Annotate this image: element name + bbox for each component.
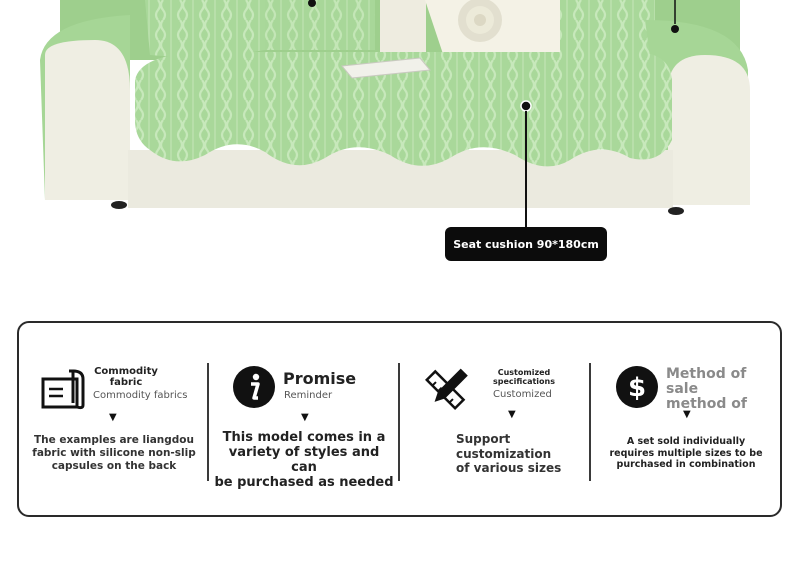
feature-subtitle: Reminder	[284, 390, 333, 401]
feature-title-line1: Commodity	[94, 366, 158, 377]
arrow-down-icon: ▼	[683, 409, 691, 420]
feature-title: Promise	[283, 369, 357, 388]
info-panel	[17, 321, 782, 517]
feature-desc-line2: customization	[456, 446, 552, 461]
feature-customized	[400, 323, 589, 515]
arrow-down-icon: ▼	[301, 412, 309, 423]
feature-desc-line2: requires multiple sizes to be	[609, 447, 763, 459]
feature-subtitle: Customized	[493, 389, 552, 400]
dollar-icon	[615, 365, 659, 409]
feature-method-of-sale	[591, 323, 782, 515]
feature-desc-line1: The examples are liangdou	[34, 434, 194, 446]
feature-desc-line2: variety of styles and can	[228, 445, 380, 475]
feature-desc-line3: be purchased as needed	[214, 475, 394, 490]
feature-title-line2: method of	[666, 396, 747, 412]
arrow-down-icon: ▼	[508, 409, 516, 420]
feature-desc-line2: fabric with silicone non-slip	[32, 447, 196, 459]
feature-desc-line3: of various sizes	[456, 461, 562, 475]
feature-title-line2: fabric	[109, 377, 143, 388]
arrow-down-icon: ▼	[109, 412, 117, 423]
feature-title-line2: specifications	[493, 377, 555, 386]
feature-subtitle: Commodity fabrics	[93, 390, 188, 401]
info-icon	[232, 365, 276, 409]
svg-text:$: $	[627, 373, 647, 403]
feature-promise	[209, 323, 398, 515]
pencil-ruler-icon	[424, 363, 472, 411]
feature-desc-line3: capsules on the back	[51, 460, 177, 472]
seat-cushion-label: Seat cushion 90*180cm	[445, 227, 607, 261]
feature-desc-line3: purchased in combination	[616, 459, 756, 470]
feature-desc-line1: A set sold individually	[626, 436, 746, 447]
feature-desc-line1: This model comes in a	[222, 430, 386, 445]
feature-desc-line1: Support	[456, 432, 511, 446]
feature-title-line1: Customized	[497, 368, 551, 377]
feature-title-line1: Method of sale	[666, 366, 747, 397]
fabric-roll-icon	[39, 365, 87, 413]
feature-commodity-fabric	[19, 323, 207, 515]
